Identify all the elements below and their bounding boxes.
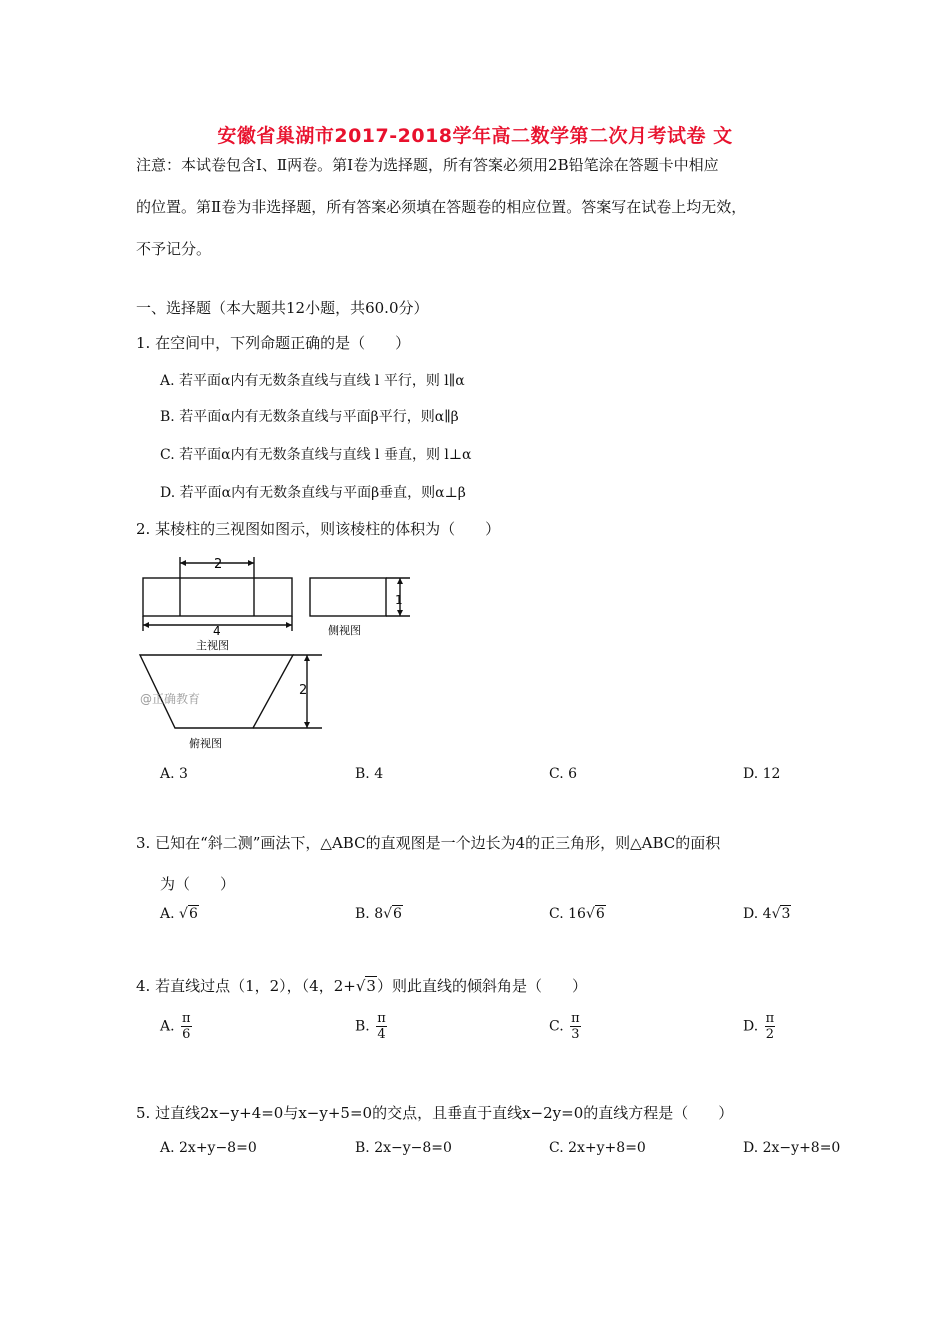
question-3-option-a: A. √6 bbox=[160, 906, 198, 922]
top-view-caption: 俯视图 bbox=[189, 737, 222, 750]
dim-top-height: 2 bbox=[299, 683, 308, 698]
question-5-stem: 5. 过直线2x−y+4=0与x−y+5=0的交点，且垂直于直线x−2y=0的直线方程是（ ） bbox=[136, 1104, 734, 1122]
question-1-stem: 1. 在空间中，下列命题正确的是（ ） bbox=[136, 334, 411, 352]
question-5-option-a: A. 2x+y−8=0 bbox=[160, 1140, 257, 1156]
dim-inner-width: 2 bbox=[214, 557, 223, 572]
side-view-caption: 侧视图 bbox=[328, 624, 361, 637]
side-view-rect bbox=[310, 578, 386, 616]
question-2-option-d: D. 12 bbox=[743, 766, 781, 782]
watermark: @正确教育 bbox=[140, 692, 201, 706]
question-5-option-c: C. 2x+y+8=0 bbox=[549, 1140, 646, 1156]
question-3-option-b: B. 8√6 bbox=[355, 906, 402, 922]
dim-front-width: 4 bbox=[213, 624, 221, 638]
notice-line-2: 的位置。第Ⅱ卷为非选择题，所有答案必须填在答题卷的相应位置。答案写在试卷上均无效， bbox=[136, 198, 747, 216]
question-4-option-c: C. $\frac{\pi}{3}$ bbox=[549, 1011, 580, 1042]
section-heading: 一、选择题（本大题共12小题，共60.0分） bbox=[136, 299, 429, 317]
question-1-option-d: D. 若平面α内有无数条直线与平面β垂直，则α⊥β bbox=[160, 485, 466, 501]
question-1-option-b: B. 若平面α内有无数条直线与平面β平行，则α∥β bbox=[160, 409, 459, 425]
front-view-caption: 主视图 bbox=[196, 639, 229, 652]
question-5-option-b: B. 2x−y−8=0 bbox=[355, 1140, 452, 1156]
question-2-stem: 2. 某棱柱的三视图如图示，则该棱柱的体积为（ ） bbox=[136, 520, 501, 538]
question-4-stem: 4. 若直线过点（1，2），（4，2+√3）则此直线的倾斜角是（ ） bbox=[136, 977, 587, 995]
question-3-option-c: C. 16√6 bbox=[549, 906, 605, 922]
question-4-option-d: D. $\frac{\pi}{2}$ bbox=[743, 1011, 775, 1042]
question-2-option-b: B. 4 bbox=[355, 766, 384, 782]
question-2-option-c: C. 6 bbox=[549, 766, 578, 782]
front-view-rect bbox=[143, 578, 292, 616]
question-1-option-a: A. 若平面α内有无数条直线与直线 l 平行，则 l∥α bbox=[160, 373, 465, 389]
question-4-option-a: A. $\frac{\pi}{6}$ bbox=[160, 1011, 191, 1042]
question-2-option-a: A. 3 bbox=[160, 766, 188, 782]
question-3-stem-line-2: 为（ ） bbox=[160, 875, 236, 893]
notice-line-3: 不予记分。 bbox=[136, 240, 212, 258]
document-title: 安徽省巢湖市2017-2018学年高二数学第二次月考试卷 文 bbox=[217, 125, 733, 147]
three-view-figure bbox=[130, 553, 361, 753]
dim-side-height: 1 bbox=[395, 593, 403, 607]
question-1-option-c: C. 若平面α内有无数条直线与直线 l 垂直，则 l⊥α bbox=[160, 447, 472, 463]
question-4-option-b: B. $\frac{\pi}{4}$ bbox=[355, 1011, 386, 1042]
notice-line-1: 注意：本试卷包含Ⅰ、Ⅱ两卷。第Ⅰ卷为选择题，所有答案必须用2B铅笔涂在答题卡中相应 bbox=[136, 156, 719, 174]
question-3-option-d: D. 4√3 bbox=[743, 906, 791, 922]
question-3-stem-line-1: 3. 已知在“斜二测”画法下，△ABC的直观图是一个边长为4的正三角形，则△ABC的面积 bbox=[136, 834, 721, 852]
question-5-option-d: D. 2x−y+8=0 bbox=[743, 1140, 841, 1156]
